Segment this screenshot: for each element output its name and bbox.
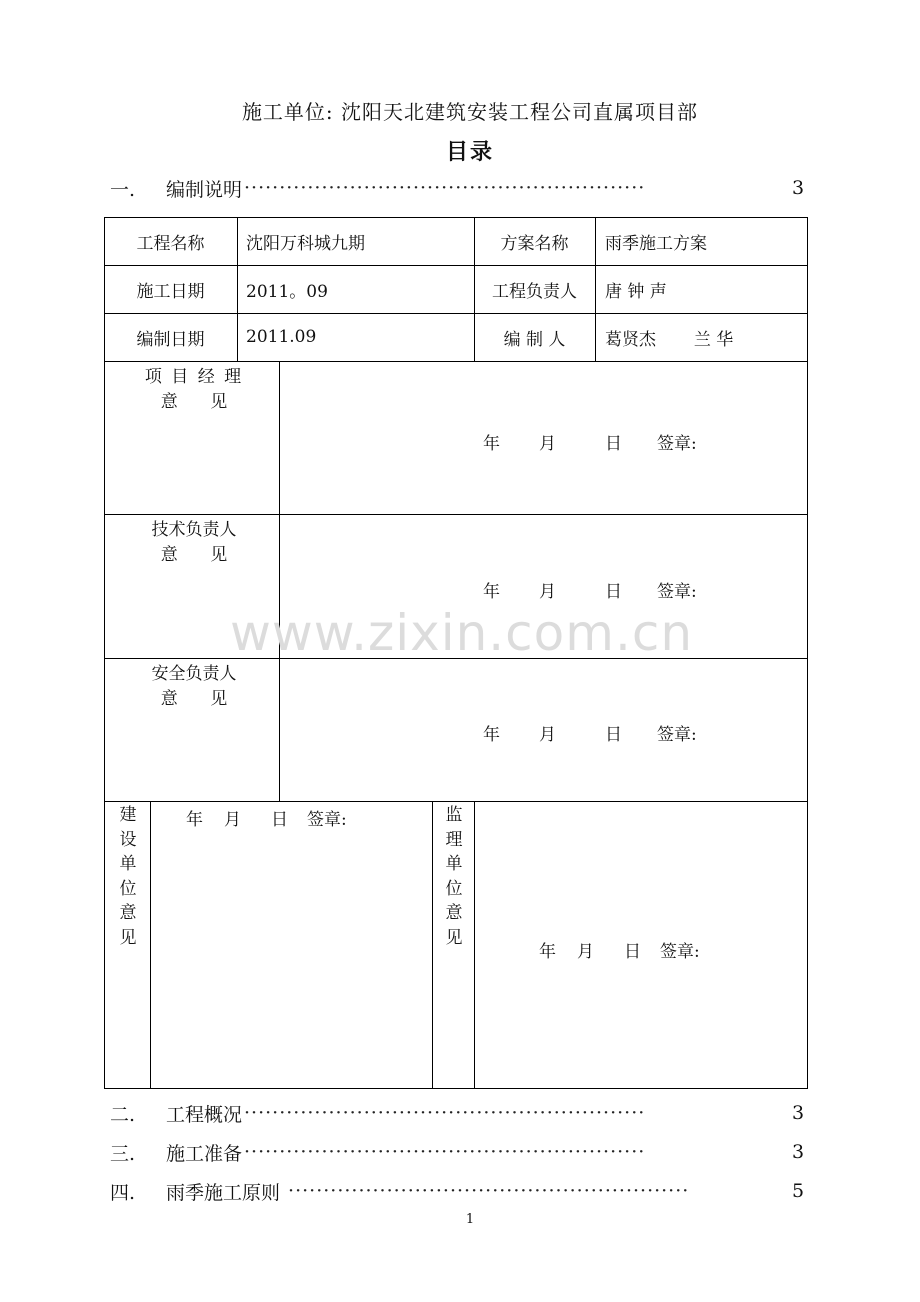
toc-entry[interactable] <box>110 1176 804 1206</box>
toc-entry-text: 编制说明 <box>166 178 243 201</box>
project-name-label: 工程名称 <box>136 233 205 254</box>
safety-lead-opinion-label: 安全负责人 意 见 <box>151 664 237 709</box>
toc-entry-number: 二. <box>110 1103 136 1126</box>
safety-lead-sign-line: 年 月 日 签章: <box>483 725 697 745</box>
toc-entry-text: 雨季施工原则 <box>166 1181 287 1204</box>
owner-sign-line: 年 月 日 签章: <box>186 810 347 830</box>
compile-date-value: 2011.09 <box>246 327 317 347</box>
compile-date-label: 编制日期 <box>136 329 205 350</box>
project-lead-label: 工程负责人 <box>492 281 577 302</box>
toc-entry-number: 四. <box>110 1181 136 1204</box>
toc-entry[interactable] <box>110 173 804 203</box>
project-name-value: 沈阳万科城九期 <box>246 233 365 254</box>
owner-opinion-label: 建设单位意见 <box>119 805 137 948</box>
toc-entry[interactable] <box>110 1098 804 1128</box>
plan-name-value: 雨季施工方案 <box>605 233 707 254</box>
toc-leader-dots: ························································· <box>244 1141 646 1163</box>
toc-entry-text: 工程概况 <box>166 1103 243 1126</box>
toc-entry-page: 3 <box>792 1102 805 1124</box>
manager-sign-line: 年 月 日 签章: <box>483 434 697 454</box>
toc-entry-page: 3 <box>792 1141 805 1163</box>
company-line: 施工单位: 沈阳天北建筑安装工程公司直属项目部 <box>241 100 699 124</box>
supervisor-opinion-label: 监理单位意见 <box>445 805 463 948</box>
tech-lead-sign-line: 年 月 日 签章: <box>483 582 697 602</box>
plan-name-label: 方案名称 <box>500 233 569 254</box>
toc-entry-number: 三. <box>110 1142 136 1165</box>
page-number: 1 <box>465 1212 475 1227</box>
toc-leader-dots: ························································· <box>244 177 646 199</box>
toc-entry[interactable] <box>110 1137 804 1167</box>
toc-title: 目录 <box>445 139 494 165</box>
toc-entry-number: 一. <box>110 178 136 201</box>
toc-entry-text: 施工准备 <box>166 1142 243 1165</box>
build-date-label: 施工日期 <box>136 281 205 302</box>
watermark: www.zixin.com.cn <box>230 604 694 662</box>
project-lead-value: 唐 钟 声 <box>605 281 667 302</box>
compiler-label: 编 制 人 <box>503 329 566 350</box>
manager-opinion-label: 项 目 经 理 意 见 <box>144 367 244 412</box>
compiler-value: 葛贤杰 兰 华 <box>605 329 734 350</box>
build-date-value: 2011。09 <box>246 281 328 302</box>
supervisor-sign-line: 年 月 日 签章: <box>539 942 700 962</box>
toc-leader-dots: ························································· <box>288 1180 690 1202</box>
toc-entry-page: 3 <box>792 177 805 199</box>
toc-leader-dots: ························································· <box>244 1102 646 1124</box>
tech-lead-opinion-label: 技术负责人 意 见 <box>151 520 237 565</box>
toc-entry-page: 5 <box>792 1180 805 1202</box>
